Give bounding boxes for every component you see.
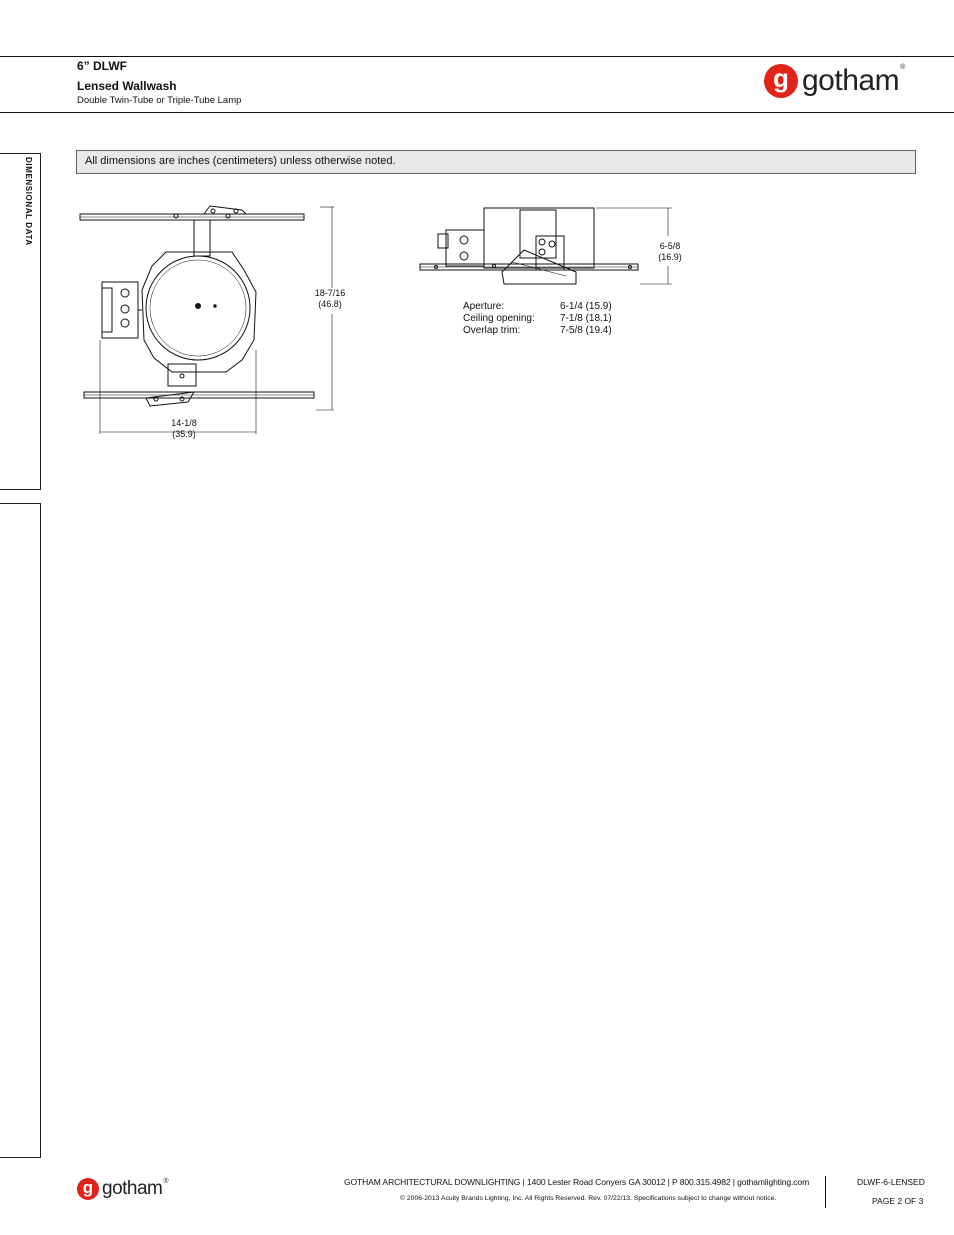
header-top-rule <box>0 56 954 57</box>
section-view-drawing <box>416 200 676 290</box>
product-title: 6” DLWF <box>77 59 127 73</box>
side-tab-empty <box>0 503 41 1158</box>
spec-value: 7-5/8 (19.4) <box>560 325 612 336</box>
product-description: Double Twin-Tube or Triple-Tube Lamp <box>77 95 242 106</box>
logo-mark-icon: g <box>764 64 798 98</box>
section-height-inches: 6-5/8 <box>659 241 681 251</box>
spec-table <box>463 301 612 337</box>
logo-wordmark: gotham <box>802 64 900 97</box>
section-height-cm: (16.9) <box>658 252 682 262</box>
product-subtitle: Lensed Wallwash <box>77 79 177 93</box>
dimensions-note: All dimensions are inches (centimeters) unless otherwise noted. <box>76 150 916 174</box>
header-bottom-rule <box>0 112 954 113</box>
spec-label: Ceiling opening: <box>463 313 535 324</box>
plan-width-inches: 14-1/8 <box>171 418 197 428</box>
footer-gotham-logo <box>77 1178 168 1200</box>
spec-row-overlap-trim <box>463 325 612 337</box>
plan-height-dimension <box>310 288 350 310</box>
plan-width-cm: (35.9) <box>172 429 196 439</box>
document-code: DLWF-6-LENSED <box>857 1177 925 1187</box>
spec-row-ceiling-opening <box>463 313 612 325</box>
spec-value: 6-1/4 (15.9) <box>560 301 612 312</box>
plan-height-inches: 18-7/16 <box>314 288 346 298</box>
footer-divider <box>825 1176 826 1208</box>
spec-row-aperture <box>463 301 612 313</box>
page-number: PAGE 2 OF 3 <box>872 1196 924 1206</box>
spec-label: Overlap trim: <box>463 325 521 336</box>
plan-view-drawing <box>76 200 346 440</box>
plan-width-dimension <box>161 418 207 440</box>
spec-value: 7-1/8 (18.1) <box>560 313 612 324</box>
registered-mark: ® <box>900 64 905 71</box>
plan-height-cm: (46.8) <box>318 299 342 309</box>
side-tab-dimensional-data <box>0 153 41 490</box>
footer-logo-wordmark: gotham <box>102 1178 163 1199</box>
footer-contact-line: GOTHAM ARCHITECTURAL DOWNLIGHTING | 1400 Lester Road Conyers GA 30012 | P 800.315.4982 | gothamlighting.com <box>344 1177 810 1187</box>
section-height-dimension <box>650 241 690 263</box>
side-tab-label: DIMENSIONAL DATA <box>24 157 33 246</box>
footer-registered-mark: ® <box>163 1178 169 1185</box>
spec-label: Aperture: <box>463 301 505 312</box>
footer-logo-mark-icon: g <box>77 1178 99 1200</box>
gotham-logo <box>764 64 905 98</box>
footer-copyright-line: © 2006-2013 Acuity Brands Lighting, Inc. All Rights Reserved. Rev. 07/22/13. Specifications subject to change without notice. <box>400 1195 777 1202</box>
